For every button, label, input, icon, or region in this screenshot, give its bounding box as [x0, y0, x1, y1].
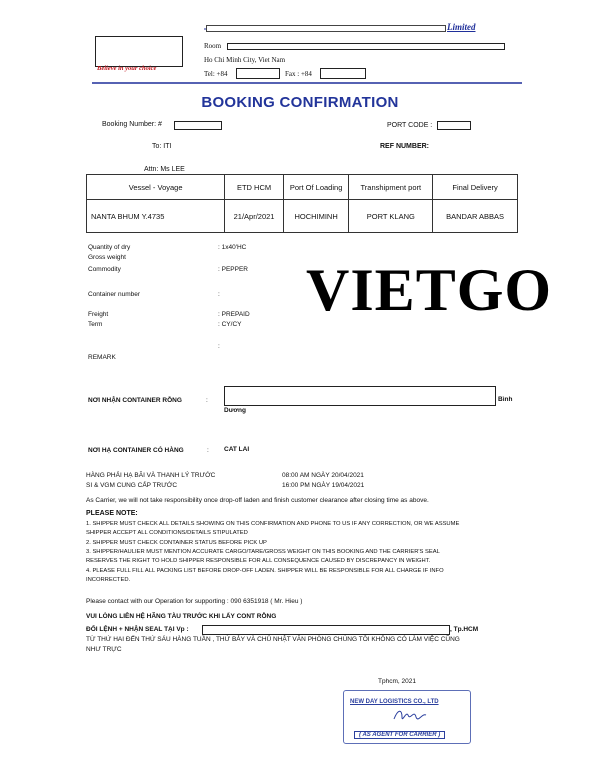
ref-number-label: REF NUMBER: [380, 143, 429, 150]
deadline-si-label: SI & VGM CUNG CẤP TRƯỚC [86, 482, 178, 489]
header-port-of-loading: Port Of Loading [283, 175, 349, 200]
header-vessel-voyage: Vessel - Voyage [87, 175, 225, 200]
header-final-delivery: Final Delivery [433, 175, 518, 200]
gross-weight-label: Gross weight [88, 254, 126, 261]
cell-transhipment: PORT KLANG [349, 200, 433, 233]
company-limited: Limited [447, 22, 476, 32]
order-suffix: , Tp.HCM [450, 626, 479, 633]
company-name-redaction [206, 25, 446, 32]
office-hours-1: TỪ THỨ HAI ĐẾN THỨ SÁU HÀNG TUẦN , THỨ BẢY VÀ CHỦ NHẬT VĂN PHÒNG CHÚNG TÔI KHÔNG CÓ LÀM VIỆC CŨNG [86, 636, 460, 643]
port-code-label: PORT CODE : [387, 122, 433, 129]
note-line-7: INCORRECTED. [86, 577, 131, 583]
quantity-value: : 1x40'HC [218, 244, 247, 251]
port-code-redaction [437, 121, 471, 130]
dropoff-colon: : [207, 447, 209, 454]
dropoff-label: NƠI HẠ CONTAINER CÓ HÀNG [88, 447, 184, 454]
commodity-value: : PEPPER [218, 266, 248, 273]
pickup-suffix: Bình [498, 396, 513, 403]
company-stamp [343, 690, 471, 744]
pickup-label: NƠI NHẬN CONTAINER RỖNG [88, 397, 182, 404]
city-text: Ho Chi Minh City, Viet Nam [204, 56, 286, 64]
room-redaction [227, 43, 505, 50]
stamp-company: NEW DAY LOGISTICS CO., LTD [350, 699, 439, 705]
dropoff-value: CAT LAI [224, 446, 250, 453]
signature [392, 705, 432, 725]
quantity-label: Quantity of dry [88, 244, 131, 251]
attn-label: Attn: Ms LEE [144, 166, 185, 173]
voyage-header-row [87, 175, 518, 200]
to-label: To: ITI [152, 143, 172, 150]
header-divider [92, 82, 522, 86]
voyage-table [86, 174, 518, 233]
room-label: Room [204, 42, 222, 50]
cell-port-of-loading: HOCHIMINH [283, 200, 349, 233]
voyage-data-row [87, 200, 518, 233]
note-line-5: RESERVES THE RIGHT TO HOLD SHIPPER RESPONSIBLE FOR ALL CONSEQUENCE CAUSED BY DISCREPANCY IN WEIGHT. [86, 558, 431, 564]
booking-number-redaction [174, 121, 222, 130]
remark-colon: : [218, 343, 220, 350]
cell-vessel-voyage: NANTA BHUM Y.4735 [87, 200, 225, 233]
note-line-3: 2. SHIPPER MUST CHECK CONTAINER STATUS BEFORE PICK UP [86, 540, 267, 546]
contact-line: Please contact with our Operation for supporting : 090 6351918 ( Mr. Hieu ) [86, 598, 303, 605]
booking-number-label: Booking Number: # [102, 121, 162, 128]
remark-label: REMARK [88, 354, 116, 361]
vn-contact-line: VUI LÒNG LIÊN HỆ HÃNG TÀU TRƯỚC KHI LẤY CONT RỖNG [86, 613, 277, 620]
company-logo [95, 36, 183, 67]
office-hours-2: NHƯ TRỰC [86, 646, 122, 653]
carrier-notice: As Carrier, we will not take responsibility once drop-off laden and finish customer clearance after closing time as above. [86, 497, 429, 504]
fax-label: Fax : +84 [285, 70, 312, 78]
page-title: BOOKING CONFIRMATION [201, 94, 399, 111]
company-slogan: Believe in your choice [97, 65, 157, 72]
fax-redaction [320, 68, 366, 79]
tel-label: Tel: +84 [204, 70, 228, 78]
note-line-4: 3. SHIPPER/HAULIER MUST MENTION ACCURATE CARGO/TARE/GROSS WEIGHT ON THIS BOOKING AND THE CARRIER'S SEAL [86, 549, 440, 555]
term-label: Term [88, 321, 103, 328]
deadline-si-value: 16:00 PM NGÀY 19/04/2021 [282, 482, 365, 489]
cell-etd: 21/Apr/2021 [225, 200, 284, 233]
commodity-label: Commodity [88, 266, 121, 273]
term-value: : CY/CY [218, 321, 242, 328]
note-line-1: 1. SHIPPER MUST CHECK ALL DETAILS SHOWING ON THIS CONFIRMATION AND PHONE TO US IF ANY CORRECTION, OR WE ASSUME [86, 521, 460, 527]
freight-value: : PREPAID [218, 311, 250, 318]
header-etd: ETD HCM [225, 175, 284, 200]
cell-final-delivery: BANDAR ABBAS [433, 200, 518, 233]
stamp-role: ( AS AGENT FOR CARRIER ) [354, 731, 445, 739]
vietgo-watermark: VIETGO [306, 257, 553, 323]
container-number-colon: : [218, 291, 220, 298]
notes-heading: PLEASE NOTE: [86, 510, 138, 517]
header-transhipment: Transhipment port [349, 175, 433, 200]
note-line-2: SHIPPER ACCEPT ALL CONDITIONS/DETAILS STIPULATED [86, 530, 248, 536]
deadline-laden-label: HÀNG PHẢI HẠ BÃI VÀ THANH LÝ TRƯỚC [86, 472, 216, 479]
pickup-colon: : [206, 397, 208, 404]
container-number-label: Container number [88, 291, 141, 298]
pickup-address-redaction [224, 386, 496, 406]
note-line-6: 4. PLEASE FULL FILL ALL PACKING LIST BEFORE DROP-OFF LADEN. SHIPPER WILL BE RESPONSIBLE FOR ALL CHARGE IF INFO [86, 568, 444, 574]
place-date: Tphcm, 2021 [378, 678, 416, 685]
deadline-laden-value: 08:00 AM NGÀY 20/04/2021 [282, 472, 364, 479]
order-label: ĐỔI LỆNH + NHẬN SEAL TẠI Vp : [86, 626, 189, 633]
order-address-redaction [202, 625, 450, 635]
tel-redaction [236, 68, 280, 79]
pickup-suffix-2: Dương [224, 407, 246, 414]
freight-label: Freight [88, 311, 109, 318]
